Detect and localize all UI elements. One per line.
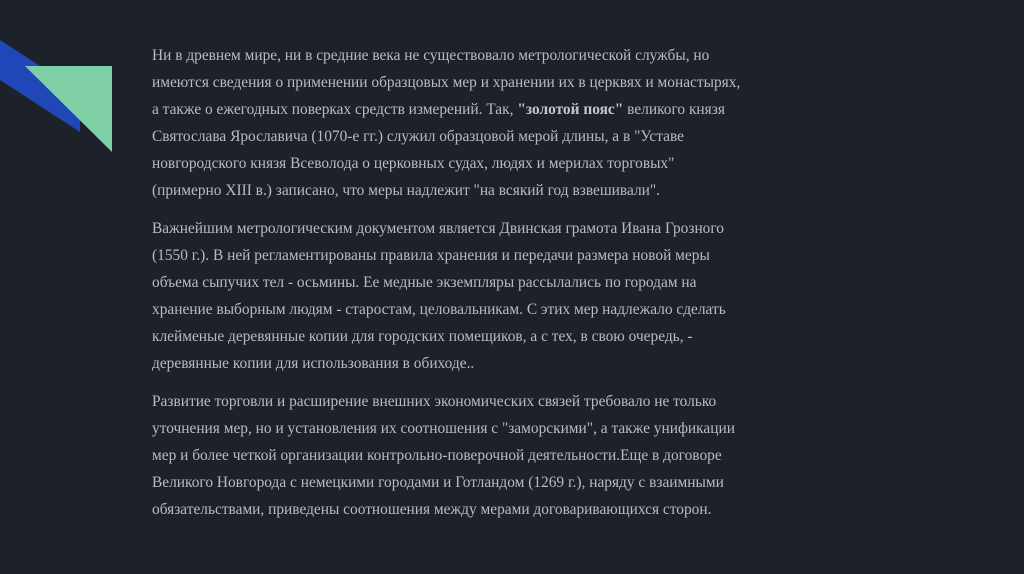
paragraph-line: деревянные копии для использования в обиходе..	[152, 355, 475, 372]
paragraph-line: Великого Новгорода с немецкими городами и Готландом (1269 г.), наряду с взаимными	[152, 474, 724, 491]
paragraph-line: объема сыпучих тел - осьмины. Ее медные экземпляры рассылались по городам на	[152, 274, 697, 291]
paragraph-line: Ни в древнем мире, ни в средние века не существовало метрологической службы, но	[152, 47, 710, 64]
paragraph-line: хранение выборным людям - старостам, целовальникам. С этих мер надлежало сделать	[152, 301, 726, 318]
paragraph-line: имеются сведения о применении образцовых мер и хранении их в церквях и монастырях,	[152, 74, 741, 91]
paragraph-1	[152, 42, 892, 204]
paragraph-line	[152, 96, 892, 123]
paragraph-line: (примерно XIII в.) записано, что меры надлежит "на всякий год взвешивали".	[152, 182, 660, 199]
paragraph-line: клейменые деревянные копии для городских помещиков, а с тех, в свою очередь, -	[152, 328, 693, 345]
paragraph-3	[152, 388, 892, 523]
text-body	[152, 42, 892, 534]
paragraph-line: мер и более четкой организации контрольно-поверочной деятельности.Еще в договоре	[152, 447, 722, 464]
paragraph-line: Важнейшим метрологическим документом является Двинская грамота Ивана Грозного	[152, 220, 725, 237]
paragraph-line: Развитие торговли и расширение внешних экономических связей требовало не только	[152, 393, 717, 410]
paragraph-2	[152, 215, 892, 377]
paragraph-line: уточнения мер, но и установления их соотношения с "заморскими", а также унификации	[152, 420, 735, 437]
green-stripe	[25, 66, 112, 152]
paragraph-line: новгородского князя Всеволода о церковных судах, людях и мерилах торговых"	[152, 155, 675, 172]
paragraph-line: (1550 г.). В ней регламентированы правила хранения и передачи размера новой меры	[152, 247, 710, 264]
text-run: а также о ежегодных поверках средств измерений. Так,	[152, 101, 518, 118]
text-run: великого князя	[623, 101, 725, 118]
paragraph-line: Святослава Ярославича (1070-е гг.) служил образцовой мерой длины, а в "Уставе	[152, 128, 684, 145]
golden-belt-bold-text: "золотой пояс"	[517, 101, 624, 118]
paragraph-line: обязательствами, приведены соотношения между мерами договаривающихся сторон.	[152, 501, 712, 518]
corner-decoration	[0, 0, 130, 170]
